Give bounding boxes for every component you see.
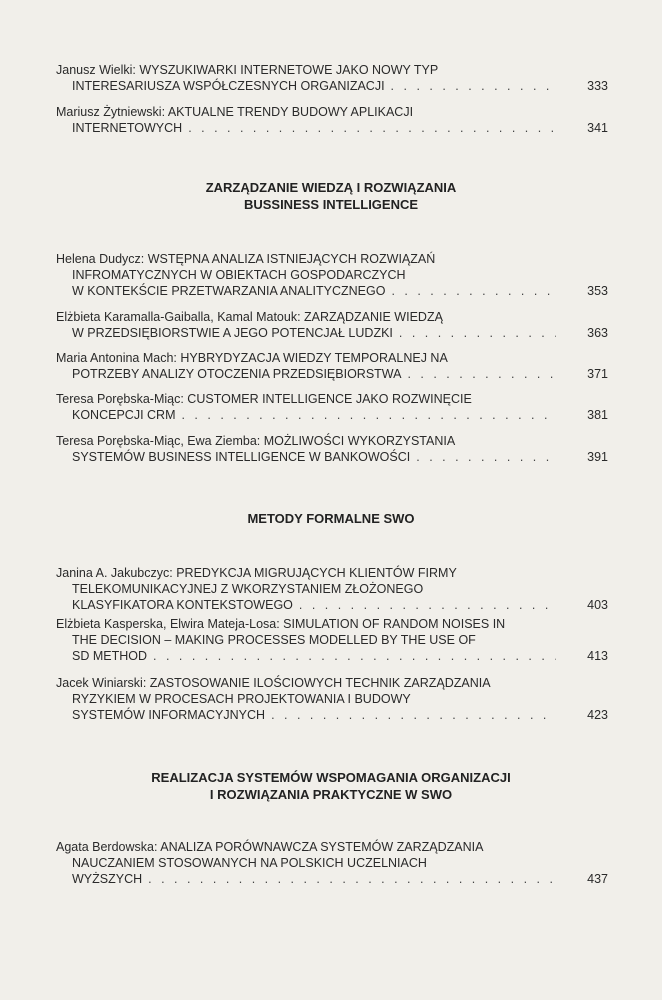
entry-author-title: Elżbieta Kasperska, Elwira Mateja-Losa: SIMULATION OF RANDOM NOISES IN — [56, 617, 506, 631]
page-number: 333 — [587, 79, 608, 93]
entry-title-continuation: NAUCZANIEM STOSOWANYCH NA POLSKICH UCZELNIACH — [72, 856, 427, 870]
entry-title-end: WYŻSZYCH — [72, 872, 143, 886]
entry-title-end: INTERNETOWYCH — [72, 121, 183, 135]
leader-dots — [391, 283, 556, 299]
entry-author-title: Maria Antonina Mach: HYBRYDYZACJA WIEDZY TEMPORALNEJ NA — [56, 351, 448, 365]
entry-author-title: Janusz Wielki: WYSZUKIWARKI INTERNETOWE JAKO NOWY TYP — [56, 63, 439, 77]
section-heading-line: REALIZACJA SYSTEMÓW WSPOMAGANIA ORGANIZACJI — [151, 770, 511, 785]
leader-dots — [181, 407, 556, 423]
entry-author-title: Teresa Porębska-Miąc: CUSTOMER INTELLIGENCE JAKO ROZWINĘCIE — [56, 392, 472, 406]
toc-entry — [56, 251, 608, 299]
leader-dots — [271, 707, 556, 723]
page-number: 381 — [587, 408, 608, 422]
entry-title-end: W KONTEKŚCIE PRZETWARZANIA ANALITYCZNEGO — [72, 284, 386, 298]
leader-dots — [391, 78, 556, 94]
page-number: 413 — [587, 649, 608, 663]
entry-title-end: KLASYFIKATORA KONTEKSTOWEGO — [72, 598, 293, 612]
leader-dots — [399, 325, 556, 341]
entry-title-end: KONCEPCJI CRM — [72, 408, 176, 422]
toc-entry — [56, 62, 608, 94]
entry-title-continuation: INFROMATYCZNYCH W OBIEKTACH GOSPODARCZYCH — [72, 268, 406, 282]
entry-title-continuation: RYZYKIEM W PROCESACH PROJEKTOWANIA I BUDOWY — [72, 692, 411, 706]
toc-entry — [56, 675, 608, 723]
page-number: 403 — [587, 598, 608, 612]
section-heading-line: BUSSINESS INTELLIGENCE — [243, 197, 419, 212]
section-heading — [0, 179, 662, 213]
page-number: 437 — [587, 872, 608, 886]
toc-entry — [56, 104, 608, 136]
entry-title-end: SYSTEMÓW INFORMACYJNYCH — [72, 708, 266, 722]
page-number: 341 — [587, 121, 608, 135]
section-heading — [0, 510, 662, 527]
entry-author-title: Teresa Porębska-Miąc, Ewa Ziemba: MOŻLIWOŚCI WYKORZYSTANIA — [56, 434, 456, 448]
section-heading-line: ZARZĄDZANIE WIEDZĄ I ROZWIĄZANIA — [205, 180, 457, 195]
toc-entry — [56, 616, 608, 664]
leader-dots — [153, 648, 556, 664]
entry-title-continuation: TELEKOMUNIKACYJNEJ Z WKORZYSTANIEM ZŁOŻONEGO — [72, 582, 424, 596]
page-number: 353 — [587, 284, 608, 298]
entry-author-title: Elżbieta Karamalla-Gaiballa, Kamal Matouk: ZARZĄDZANIE WIEDZĄ — [56, 310, 443, 324]
section-heading-line: METODY FORMALNE SWO — [247, 511, 415, 526]
page-number: 371 — [587, 367, 608, 381]
toc-entry — [56, 839, 608, 887]
entry-author-title: Agata Berdowska: ANALIZA PORÓWNAWCZA SYSTEMÓW ZARZĄDZANIA — [56, 840, 484, 854]
entry-title-continuation: THE DECISION – MAKING PROCESSES MODELLED BY THE USE OF — [72, 633, 476, 647]
toc-entry — [56, 309, 608, 341]
entry-title-end: POTRZEBY ANALIZY OTOCZENIA PRZEDSIĘBIORSTWA — [72, 367, 402, 381]
leader-dots — [188, 120, 556, 136]
leader-dots — [299, 597, 556, 613]
entry-author-title: Jacek Winiarski: ZASTOSOWANIE ILOŚCIOWYCH TECHNIK ZARZĄDZANIA — [56, 676, 491, 690]
toc-entry — [56, 565, 608, 613]
entry-author-title: Janina A. Jakubczyc: PREDYKCJA MIGRUJĄCYCH KLIENTÓW FIRMY — [56, 566, 457, 580]
leader-dots — [407, 366, 556, 382]
entry-author-title: Helena Dudycz: WSTĘPNA ANALIZA ISTNIEJĄCYCH ROZWIĄZAŃ — [56, 252, 436, 266]
entry-title-end: SD METHOD — [72, 649, 147, 663]
page-number: 391 — [587, 450, 608, 464]
section-heading-line: I ROZWIĄZANIA PRAKTYCZNE W SWO — [209, 787, 453, 802]
page-number: 363 — [587, 326, 608, 340]
toc-entry — [56, 433, 608, 465]
toc-entry — [56, 391, 608, 423]
toc-entry — [56, 350, 608, 382]
section-heading — [0, 769, 662, 803]
entry-author-title: Mariusz Żytniewski: AKTUALNE TRENDY BUDOWY APLIKACJI — [56, 105, 414, 119]
leader-dots — [416, 449, 556, 465]
entry-title-end: W PRZEDSIĘBIORSTWIE A JEGO POTENCJAŁ LUDZKI — [72, 326, 393, 340]
entry-title-end: SYSTEMÓW BUSINESS INTELLIGENCE W BANKOWOŚCI — [72, 450, 411, 464]
entry-title-end: INTERESARIUSZA WSPÓŁCZESNYCH ORGANIZACJI — [72, 79, 385, 93]
page-number: 423 — [587, 708, 608, 722]
leader-dots — [148, 871, 556, 887]
